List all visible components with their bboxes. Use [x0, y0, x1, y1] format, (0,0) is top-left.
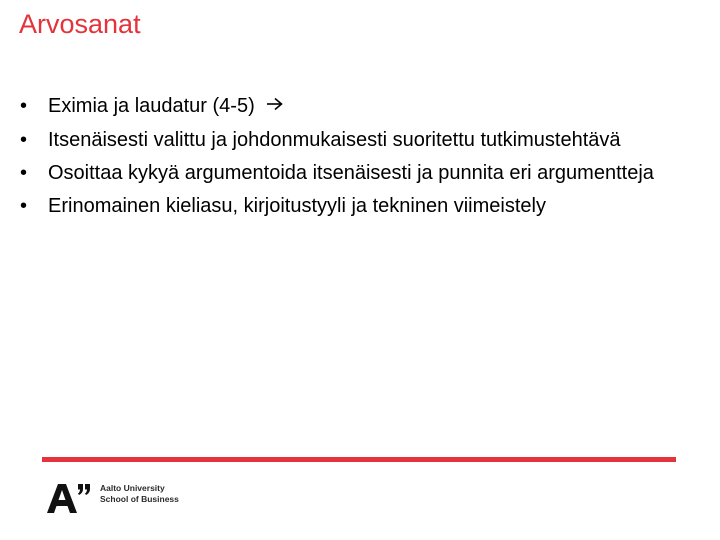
aalto-a-mark-icon — [45, 480, 95, 516]
bullet-item-grade — [20, 94, 680, 119]
logo-text — [100, 483, 179, 505]
bullet-text: Eximia ja laudatur (4-5) — [48, 95, 255, 117]
bullet-text: Erinomainen kieliasu, kirjoitustyyli ja tekninen viimeistely — [48, 194, 546, 217]
bullet-text: Itsenäisesti valittu ja johdonmukaisesti suoritettu tutkimustehtävä — [48, 128, 621, 151]
arrow-right-icon — [266, 93, 284, 117]
bullet-dot: • — [20, 128, 28, 151]
footer-divider — [42, 457, 676, 462]
slide-title: Arvosanat — [19, 9, 141, 39]
bullet-dot: • — [20, 161, 28, 184]
logo-line-university: Aalto University — [100, 483, 165, 493]
logo-line-school: School of Business — [100, 494, 179, 504]
bullet-item-research — [20, 128, 680, 152]
bullet-list — [20, 94, 680, 227]
bullet-item-argumentation — [20, 161, 680, 185]
bullet-item-language — [20, 194, 680, 218]
bullet-dot: • — [20, 95, 28, 117]
aalto-logo — [45, 480, 205, 520]
bullet-dot: • — [20, 194, 28, 217]
bullet-text: Osoittaa kykyä argumentoida itsenäisesti ja punnita eri argumentteja — [48, 161, 654, 184]
